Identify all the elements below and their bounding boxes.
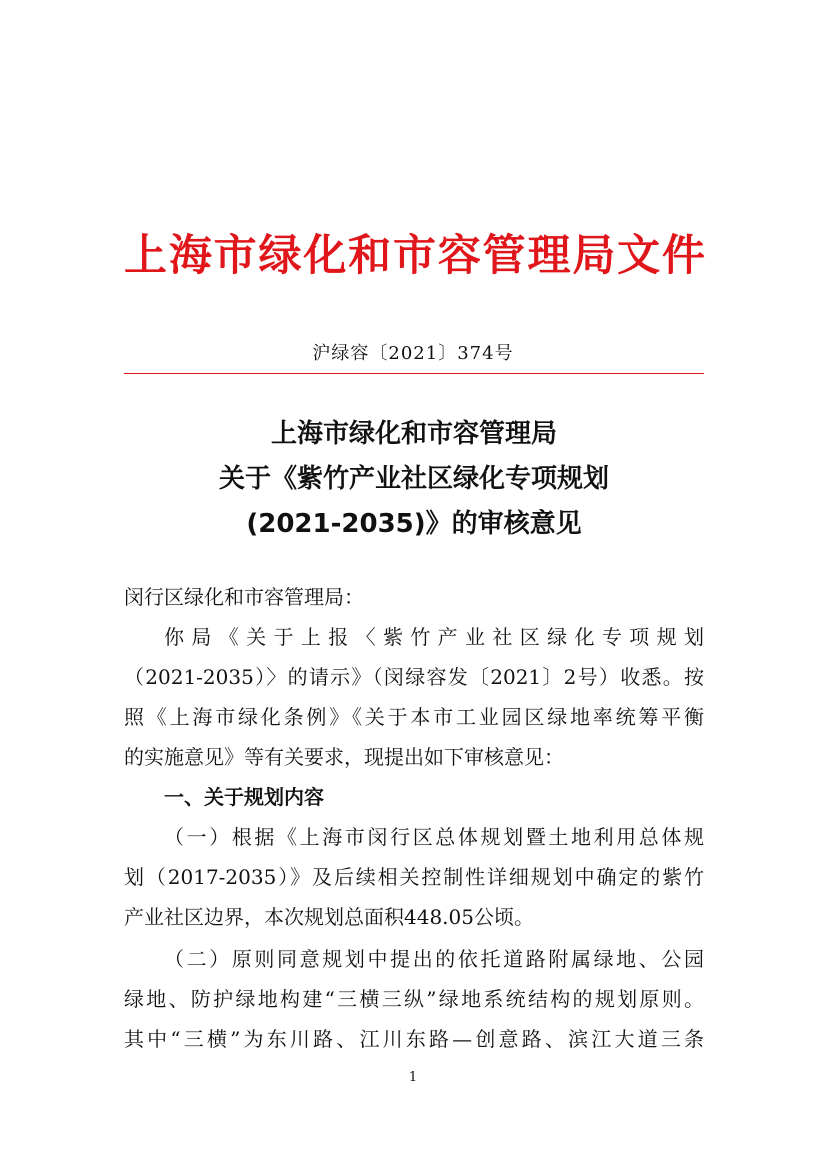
document-number: 沪绿容〔2021〕374号 bbox=[312, 343, 514, 364]
paragraph-line: 绿地、防护绿地构建“三横三纵”绿地系统结构的规划原则。 bbox=[124, 987, 704, 1011]
addressee: 闵行区绿化和市容管理局： bbox=[124, 585, 364, 609]
title-line-2: 关于《紫竹产业社区绿化专项规划 bbox=[218, 464, 609, 494]
red-separator-line bbox=[124, 373, 704, 374]
title-line-3: (2021-2035)》的审核意见 bbox=[246, 509, 582, 539]
paragraph-line: 划（2017-2035）》及后续相关控制性详细规划中确定的紫竹 bbox=[124, 865, 704, 889]
paragraph-line: 你局《关于上报〈紫竹产业社区绿化专项规划 bbox=[164, 625, 704, 649]
paragraph-line: 其中“三横”为东川路、江川东路—创意路、滨江大道三条 bbox=[124, 1027, 704, 1051]
section-heading: 一、关于规划内容 bbox=[164, 785, 324, 809]
paragraph-line: 的实施意见》等有关要求，现提出如下审核意见： bbox=[124, 745, 564, 769]
document-title bbox=[124, 412, 704, 547]
title-line-1: 上海市绿化和市容管理局 bbox=[270, 419, 557, 449]
paragraph-line: （二）原则同意规划中提出的依托道路附属绿地、公园 bbox=[164, 947, 704, 971]
issuing-authority-header: 上海市绿化和市容管理局文件 bbox=[124, 231, 704, 281]
paragraph-line: 照《上海市绿化条例》《关于本市工业园区绿地率统筹平衡 bbox=[124, 705, 704, 729]
paragraph-line: （2021-2035）〉的请示》（闵绿容发〔2021〕2号）收悉。按 bbox=[124, 665, 704, 689]
paragraph-line: 产业社区边界，本次规划总面积448.05公顷。 bbox=[124, 905, 534, 929]
paragraph-line: （一）根据《上海市闵行区总体规划暨土地利用总体规 bbox=[164, 825, 704, 849]
page-number: 1 bbox=[408, 1070, 418, 1085]
